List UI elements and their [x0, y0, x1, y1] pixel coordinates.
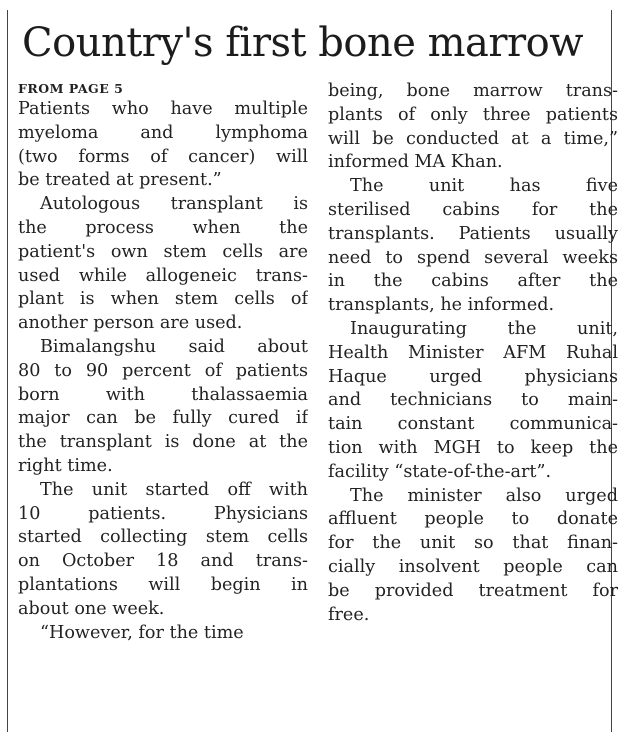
text-line: major can be fully cured if — [18, 408, 308, 429]
text-line: Bimalangshu said about — [40, 336, 308, 357]
right-column-body — [328, 80, 618, 627]
text-line: used while allogeneic trans- — [18, 265, 308, 286]
text-line: Inaugurating the unit, — [350, 318, 618, 339]
text-line: Autologous transplant is — [40, 194, 308, 215]
text-line: free. — [328, 604, 370, 625]
text-line: transplants, he informed. — [328, 295, 555, 316]
text-line: Patients who have multiple — [18, 99, 308, 119]
paragraph — [328, 80, 618, 175]
text-line: cially insolvent people can — [328, 556, 618, 577]
text-line: sterilised cabins for the — [328, 199, 618, 220]
text-line: the process when the — [18, 217, 308, 238]
paragraph — [18, 479, 308, 622]
text-line: born with thalassaemia — [18, 384, 308, 405]
text-line: right time. — [18, 455, 113, 476]
text-line: facility “state-of-the-art”. — [328, 461, 552, 482]
text-line: plant is when stem cells of — [18, 289, 308, 310]
text-line: informed MA Khan. — [328, 152, 503, 173]
paragraph — [328, 485, 618, 628]
text-line: Haque urged physicians — [328, 366, 618, 387]
text-line: transplants. Patients usually — [328, 223, 618, 244]
text-line: Health Minister AFM Ruhal — [328, 342, 618, 363]
article-column-right — [328, 80, 618, 627]
text-line: about one week. — [18, 598, 165, 619]
text-line: (two forms of cancer) will — [18, 146, 308, 167]
paragraph — [18, 193, 308, 336]
article-column-left — [18, 80, 308, 645]
text-line: started collecting stem cells — [18, 527, 308, 548]
paragraph — [18, 336, 308, 479]
text-line: The unit has five — [350, 176, 618, 197]
paragraph — [328, 175, 618, 318]
text-line: for the unit so that finan- — [328, 533, 618, 554]
text-line: “However, for the time — [40, 622, 244, 643]
text-line: The unit started off with — [40, 479, 308, 500]
paragraph — [18, 98, 308, 193]
text-line: plants of only three patients — [328, 104, 618, 125]
text-line: The minister also urged — [350, 485, 618, 506]
text-line: will be conducted at a time,” — [328, 128, 618, 149]
kicker: FROM PAGE 5 — [18, 81, 124, 96]
text-line: be provided treatment for — [328, 580, 618, 601]
text-line: 80 to 90 percent of patients — [18, 360, 308, 381]
text-line: myeloma and lymphoma — [18, 122, 308, 143]
headline: Country's first bone marrow — [22, 20, 583, 66]
text-line: 10 patients. Physicians — [18, 503, 308, 524]
text-line: in the cabins after the — [328, 271, 618, 292]
text-line: and technicians to main- — [328, 390, 618, 411]
paragraph — [18, 622, 308, 646]
text-line: the transplant is done at the — [18, 432, 308, 453]
text-line: on October 18 and trans- — [18, 551, 308, 572]
text-line: another person are used. — [18, 313, 243, 334]
column-rule-left — [7, 10, 8, 732]
text-line: patient's own stem cells are — [18, 241, 308, 262]
text-line: tion with MGH to keep the — [328, 437, 618, 458]
text-line: tain constant communica- — [328, 414, 618, 435]
text-line: affluent people to donate — [328, 509, 618, 530]
text-line: plantations will begin in — [18, 574, 308, 595]
text-line: need to spend several weeks — [328, 247, 618, 268]
paragraph — [328, 318, 618, 485]
text-line: be treated at present.” — [18, 170, 222, 191]
text-line: being, bone marrow trans- — [328, 81, 618, 101]
left-column-body — [18, 98, 308, 645]
